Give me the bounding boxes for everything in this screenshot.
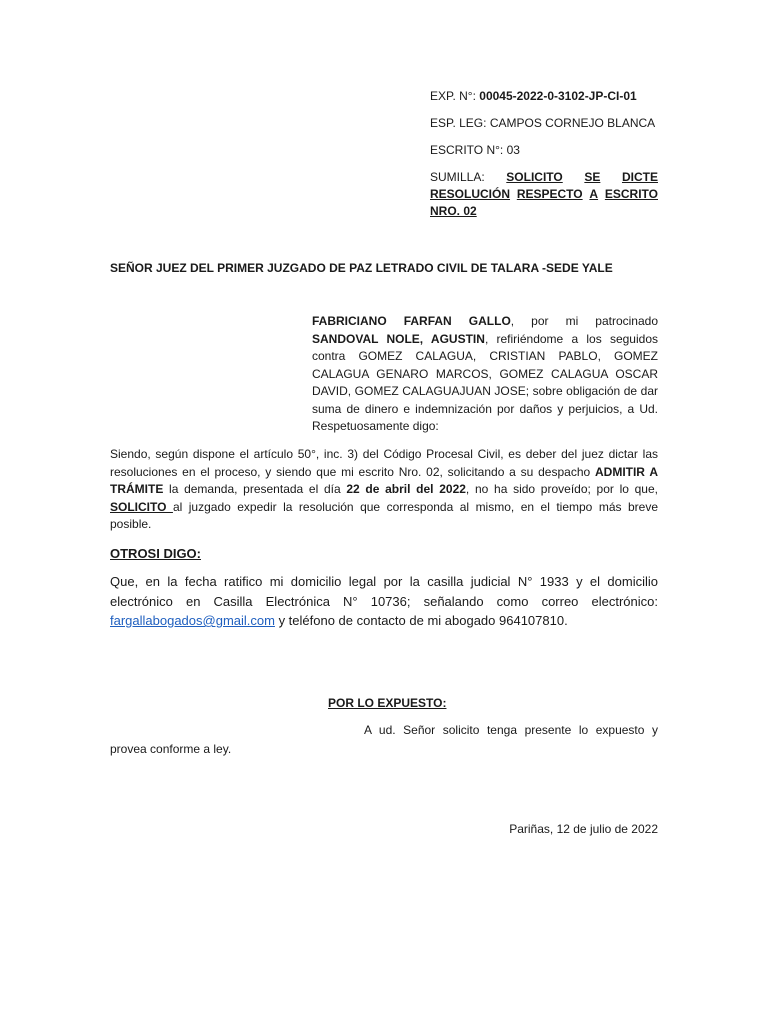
intro-text: , por mi patrocinado: [510, 314, 659, 328]
expediente-label: EXP. N°:: [430, 89, 480, 103]
sumilla-word: SOLICITO: [506, 170, 563, 184]
client-name: SANDOVAL NOLE, AGUSTIN: [312, 331, 485, 346]
body-paragraph: [110, 446, 658, 534]
body-text: al juzgado expedir la resolución que corresponda al mismo, en el tiempo más breve posible.: [110, 499, 658, 531]
email-link[interactable]: fargallabogados@gmail.com: [110, 613, 275, 628]
intro-text: , refiriéndome a los seguidos contra GOMEZ CALAGUA, CRISTIAN PABLO, GOMEZ CALAGUA GENARO MARCOS, GOMEZ CALAGUA OSCAR DAVID, GOMEZ CALAGUAJUAN JOSE; sobre obligación de dar suma de dinero e indemnización por daños y perjuicios, a Ud. Respetuosamente digo:: [312, 331, 658, 433]
sumilla-block: [430, 169, 658, 220]
sumilla-word: SE: [584, 170, 601, 184]
sumilla-word: ESCRITO: [604, 187, 658, 201]
expediente-number: 00045-2022-0-3102-JP-CI-01: [479, 89, 637, 103]
body-bold: ADMITIR A TRÁMITE: [110, 464, 659, 496]
sumilla-label: SUMILLA:: [430, 170, 485, 184]
sumilla-word: RESOLUCIÓN: [430, 187, 511, 201]
especialista-line: ESP. LEG: CAMPOS CORNEJO BLANCA: [430, 116, 656, 130]
intro-paragraph: [312, 313, 658, 436]
otrosi-text: Que, en la fecha ratifico mi domicilio legal por la casilla judicial N° 1933 y el domicilio electrónico en Casilla Electrónica N° 10736; señalando como correo electrónico:: [110, 574, 658, 609]
otrosi-paragraph: [110, 572, 658, 631]
body-text: , no ha sido proveído; por lo que,: [465, 482, 658, 496]
addressee: SEÑOR JUEZ DEL PRIMER JUZGADO DE PAZ LETRADO CIVIL DE TALARA -SEDE YALE: [110, 261, 613, 275]
sumilla-line-1: [430, 169, 658, 186]
sumilla-line-2: [430, 186, 658, 203]
plaintiff-name: FABRICIANO FARFAN GALLO: [312, 314, 511, 328]
closing-heading: POR LO EXPUESTO:: [328, 696, 447, 710]
closing-paragraph: A ud. Señor solicito tenga presente lo expuesto y provea conforme a ley.: [110, 723, 658, 756]
sumilla-word: NRO. 02: [430, 204, 477, 218]
expediente-line: [430, 88, 658, 105]
body-bold: 22 de abril del 2022: [346, 482, 466, 496]
body-bold-underlined: SOLICITO: [110, 499, 173, 514]
sumilla-word: RESPECTO: [516, 187, 583, 201]
escrito-line: ESCRITO N°: 03: [430, 143, 520, 157]
sumilla-line-3: [430, 203, 658, 220]
otrosi-text: y teléfono de contacto de mi abogado 964107810.: [274, 613, 568, 628]
sumilla-word: A: [589, 187, 599, 201]
body-text: Siendo, según dispone el artículo 50°, inc. 3) del Código Procesal Civil, es deber del juez dictar las resoluciones en el proceso, y siendo que mi escrito Nro. 02, solicitando a su despacho: [110, 447, 658, 479]
body-text: la demanda, presentada el día: [163, 482, 347, 496]
date-line: Pariñas, 12 de julio de 2022: [509, 822, 658, 836]
sumilla-word: DICTE: [621, 170, 658, 184]
otrosi-heading: OTROSI DIGO:: [110, 546, 201, 561]
